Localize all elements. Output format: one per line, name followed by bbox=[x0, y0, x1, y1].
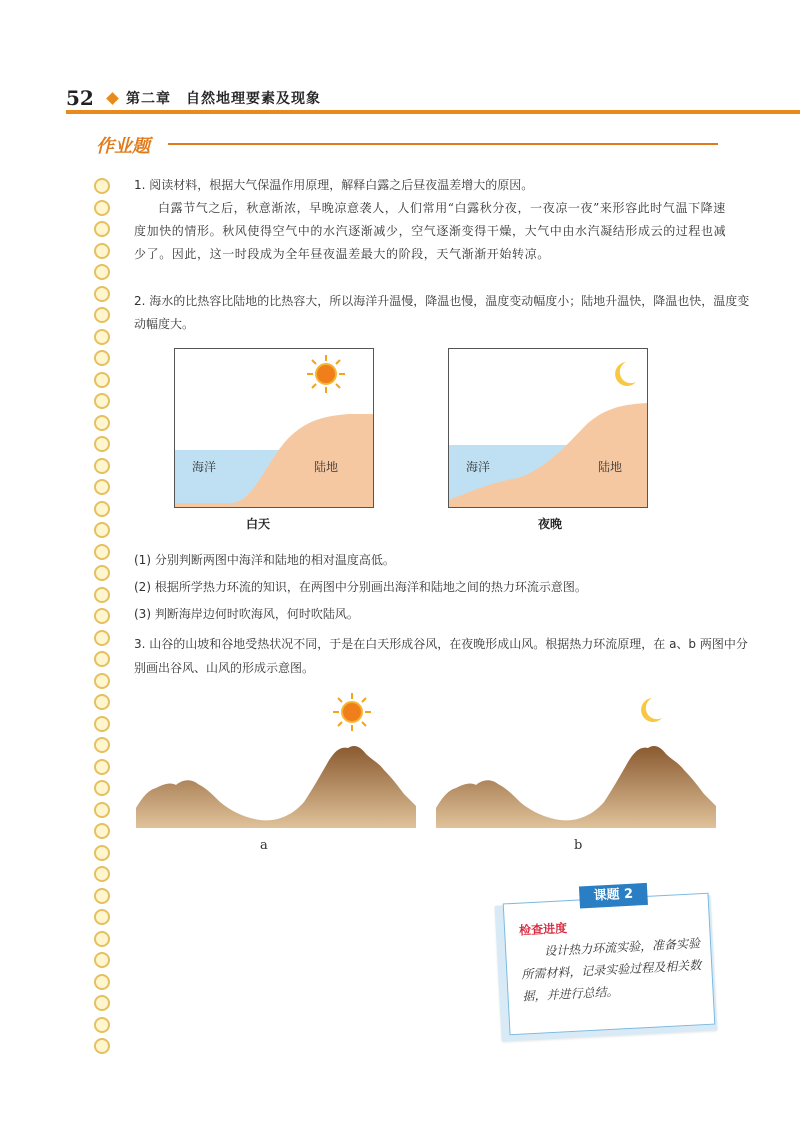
binder-ring bbox=[94, 243, 110, 259]
day-sea-label: 海洋 bbox=[192, 460, 217, 474]
card-text: 设计热力环流实验，准备实验所需材料，记录实验过程及相关数据，并进行总结。 bbox=[521, 936, 702, 1004]
binder-ring bbox=[94, 974, 110, 990]
question-2-sub-3: (3) 判断海岸边何时吹海风，何时吹陆风。 bbox=[134, 607, 359, 621]
binder-ring bbox=[94, 436, 110, 452]
page-number: 52 bbox=[66, 86, 94, 110]
binder-ring bbox=[94, 845, 110, 861]
mountain-diagram-a bbox=[136, 690, 416, 830]
binder-ring bbox=[94, 823, 110, 839]
binder-ring bbox=[94, 200, 110, 216]
binder-ring bbox=[94, 931, 110, 947]
binder-ring bbox=[94, 630, 110, 646]
label-b: b bbox=[574, 838, 583, 853]
binder-ring bbox=[94, 544, 110, 560]
card-tab: 课题 2 bbox=[579, 883, 648, 909]
binder-ring bbox=[94, 866, 110, 882]
label-a: a bbox=[260, 838, 268, 853]
binder-ring bbox=[94, 952, 110, 968]
moon-icon bbox=[610, 360, 638, 388]
page-header bbox=[0, 84, 800, 114]
binder-ring bbox=[94, 307, 110, 323]
binder-ring bbox=[94, 178, 110, 194]
binder-ring bbox=[94, 694, 110, 710]
night-diagram bbox=[448, 348, 648, 508]
binder-ring bbox=[94, 608, 110, 624]
mountain-diagram-b bbox=[436, 690, 716, 830]
binder-ring bbox=[94, 651, 110, 667]
night-sea-label: 海洋 bbox=[466, 460, 491, 474]
day-land-label: 陆地 bbox=[314, 460, 339, 474]
binder-ring bbox=[94, 759, 110, 775]
binder-ring bbox=[94, 995, 110, 1011]
card-heading: 检查进度 bbox=[518, 921, 568, 938]
binder-ring bbox=[94, 888, 110, 904]
header-rule bbox=[66, 110, 800, 114]
night-caption: 夜晚 bbox=[538, 517, 563, 531]
question-2-sub-1: (1) 分别判断两图中海洋和陆地的相对温度高低。 bbox=[134, 553, 395, 567]
binder-ring bbox=[94, 286, 110, 302]
question-1-prompt: 1. 阅读材料，根据大气保温作用原理，解释白露之后昼夜温差增大的原因。 bbox=[134, 178, 534, 192]
binder-ring bbox=[94, 372, 110, 388]
diamond-icon bbox=[106, 92, 119, 105]
section-title: 作业题 bbox=[96, 136, 150, 157]
binder-ring bbox=[94, 673, 110, 689]
binder-ring bbox=[94, 415, 110, 431]
binder-ring bbox=[94, 716, 110, 732]
binder-ring bbox=[94, 264, 110, 280]
question-3-prompt: 3. 山谷的山坡和谷地受热状况不同，于是在白天形成谷风，在夜晚形成山风。根据热力环流原理，在 a、b 两图中分别画出谷风、山风的形成示意图。 bbox=[134, 637, 748, 675]
moon-icon bbox=[636, 696, 664, 724]
question-2-prompt: 2. 海水的比热容比陆地的比热容大，所以海洋升温慢，降温也慢，温度变动幅度小；陆地升温快，降温也快，温度变动幅度大。 bbox=[134, 294, 750, 331]
binder-ring bbox=[94, 329, 110, 345]
card-panel bbox=[503, 886, 716, 1036]
binder-ring bbox=[94, 1017, 110, 1033]
binder-ring bbox=[94, 565, 110, 581]
binder-ring bbox=[94, 479, 110, 495]
binder-ring bbox=[94, 780, 110, 796]
day-diagram bbox=[174, 348, 374, 508]
binder-ring bbox=[94, 350, 110, 366]
sun-icon bbox=[306, 354, 346, 394]
binder-ring bbox=[94, 522, 110, 538]
chapter-title: 第二章 自然地理要素及现象 bbox=[126, 91, 321, 107]
project-card bbox=[498, 886, 720, 1038]
section-rule bbox=[168, 143, 718, 145]
sun-icon bbox=[332, 692, 372, 732]
binder-ring bbox=[94, 501, 110, 517]
binder-ring bbox=[94, 909, 110, 925]
binder-ring bbox=[94, 737, 110, 753]
day-caption: 白天 bbox=[246, 517, 271, 531]
binder-ring bbox=[94, 458, 110, 474]
binder-ring bbox=[94, 587, 110, 603]
binder-ring bbox=[94, 393, 110, 409]
question-1-material: 白露节气之后，秋意渐浓，早晚凉意袭人，人们常用“白露秋分夜，一夜凉一夜”来形容此时气温下降速度加快的情形。秋风使得空气中的水汽逐渐减少，空气逐渐变得干燥，大气中由水汽凝结形成云的过程也减少了。因此，这一时段成为全年昼夜温差最大的阶段，天气渐渐开始转凉。 bbox=[134, 201, 727, 261]
binder-ring bbox=[94, 802, 110, 818]
binder-ring bbox=[94, 221, 110, 237]
night-land-label: 陆地 bbox=[598, 460, 623, 474]
binder-ring bbox=[94, 1038, 110, 1054]
question-2-sub-2: (2) 根据所学热力环流的知识，在两图中分别画出海洋和陆地之间的热力环流示意图。 bbox=[134, 580, 587, 594]
